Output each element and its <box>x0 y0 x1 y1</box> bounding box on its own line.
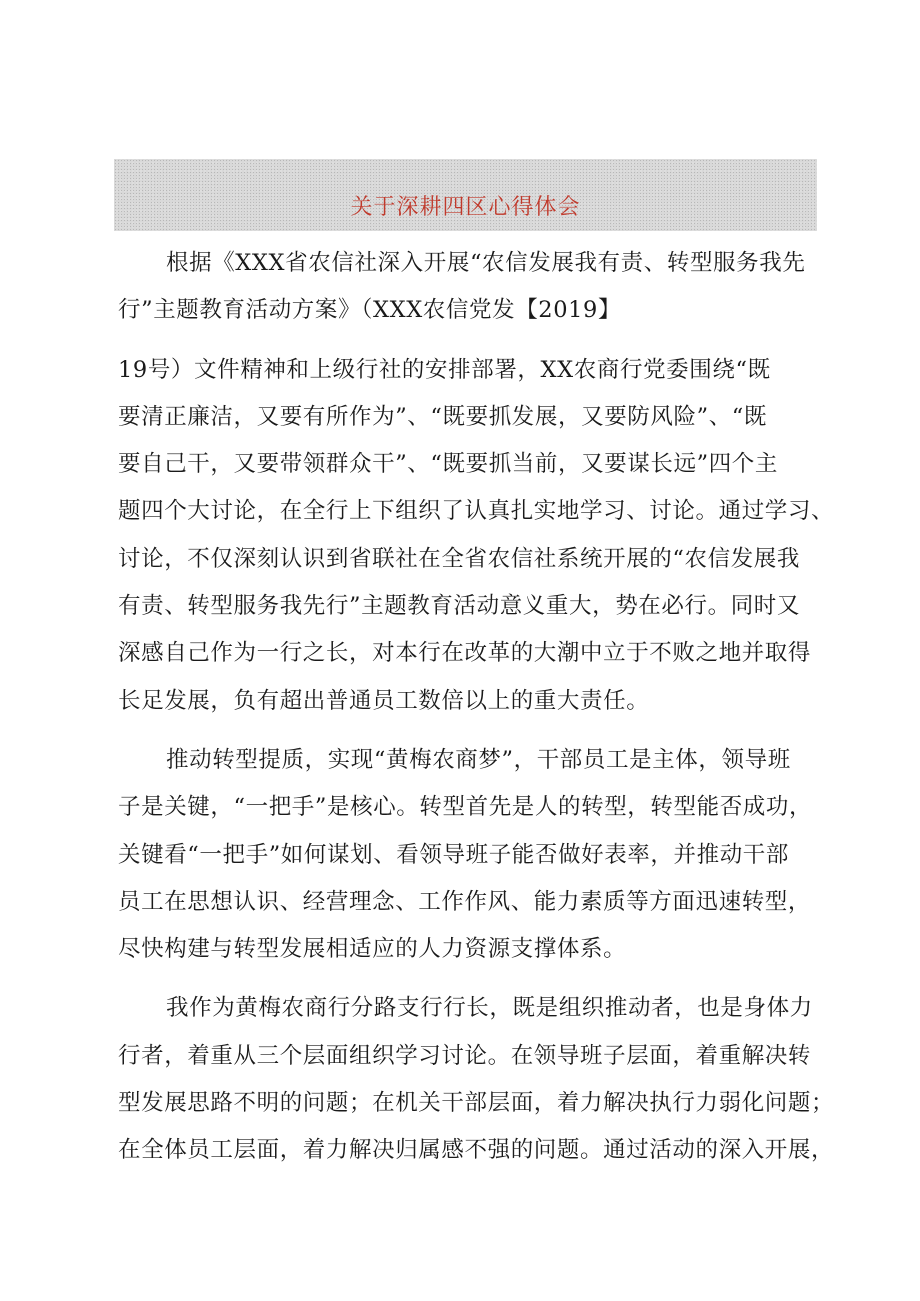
paragraph-line: 19号）文件精神和上级行社的安排部署，XX农商行党委围绕“既 <box>118 356 771 383</box>
paragraph-line: 要自己干，又要带领群众干”、“既要抓当前，又要谋长远”四个主 <box>118 451 779 478</box>
paragraph-line: 有责、转型服务我先行”主题教育活动意义重大，势在必行。同时又 <box>118 593 801 620</box>
paragraph-line: 题四个大讨论，在全行上下组织了认真扎实地学习、讨论。通过学习、 <box>118 498 835 525</box>
paragraph-line: 推动转型提质，实现“黄梅农商梦”，干部员工是主体，领导班 <box>166 746 791 773</box>
paragraph-line: 行者，着重从三个层面组织学习讨论。在领导班子层面，着重解决转 <box>118 1042 812 1069</box>
paragraph-line: 根据《XXX省农信社深入开展“农信发展我有责、转型服务我先 <box>166 250 806 276</box>
paragraph-line: 我作为黄梅农商行分路支行行长，既是组织推动者，也是身体力 <box>166 995 813 1022</box>
paragraph-line: 型发展思路不明的问题；在机关干部层面，着力解决执行力弱化问题； <box>118 1090 835 1117</box>
document-title: 关于深耕四区心得体会 <box>350 195 581 220</box>
paragraph-line: 行”主题教育活动方案》（XXX农信党发【2019】 <box>118 297 622 324</box>
paragraph-line: 讨论，不仅深刻认识到省联社在全省农信社系统开展的“农信发展我 <box>118 545 801 572</box>
paragraph-line: 在全体员工层面，着力解决归属感不强的问题。通过活动的深入开展， <box>118 1137 835 1164</box>
paragraph-line: 深感自己作为一行之长，对本行在改革的大潮中立于不败之地并取得 <box>118 640 812 667</box>
paragraph-line: 尽快构建与转型发展相适应的人力资源支撑体系。 <box>118 936 627 963</box>
document-body <box>118 240 835 1175</box>
paragraph-line: 员工在思想认识、经营理念、工作作风、能力素质等方面迅速转型， <box>118 888 812 915</box>
paragraph-line: 要清正廉洁，又要有所作为”、“既要抓发展，又要防风险”、“既 <box>118 403 768 430</box>
paragraph-line: 长足发展，负有超出普通员工数倍以上的重大责任。 <box>118 687 650 714</box>
paragraph-line: 子是关键，“一把手”是核心。转型首先是人的转型，转型能否成功， <box>118 794 813 821</box>
paragraph-line: 关键看“一把手”如何谋划、看领导班子能否做好表率，并推动干部 <box>118 841 790 868</box>
